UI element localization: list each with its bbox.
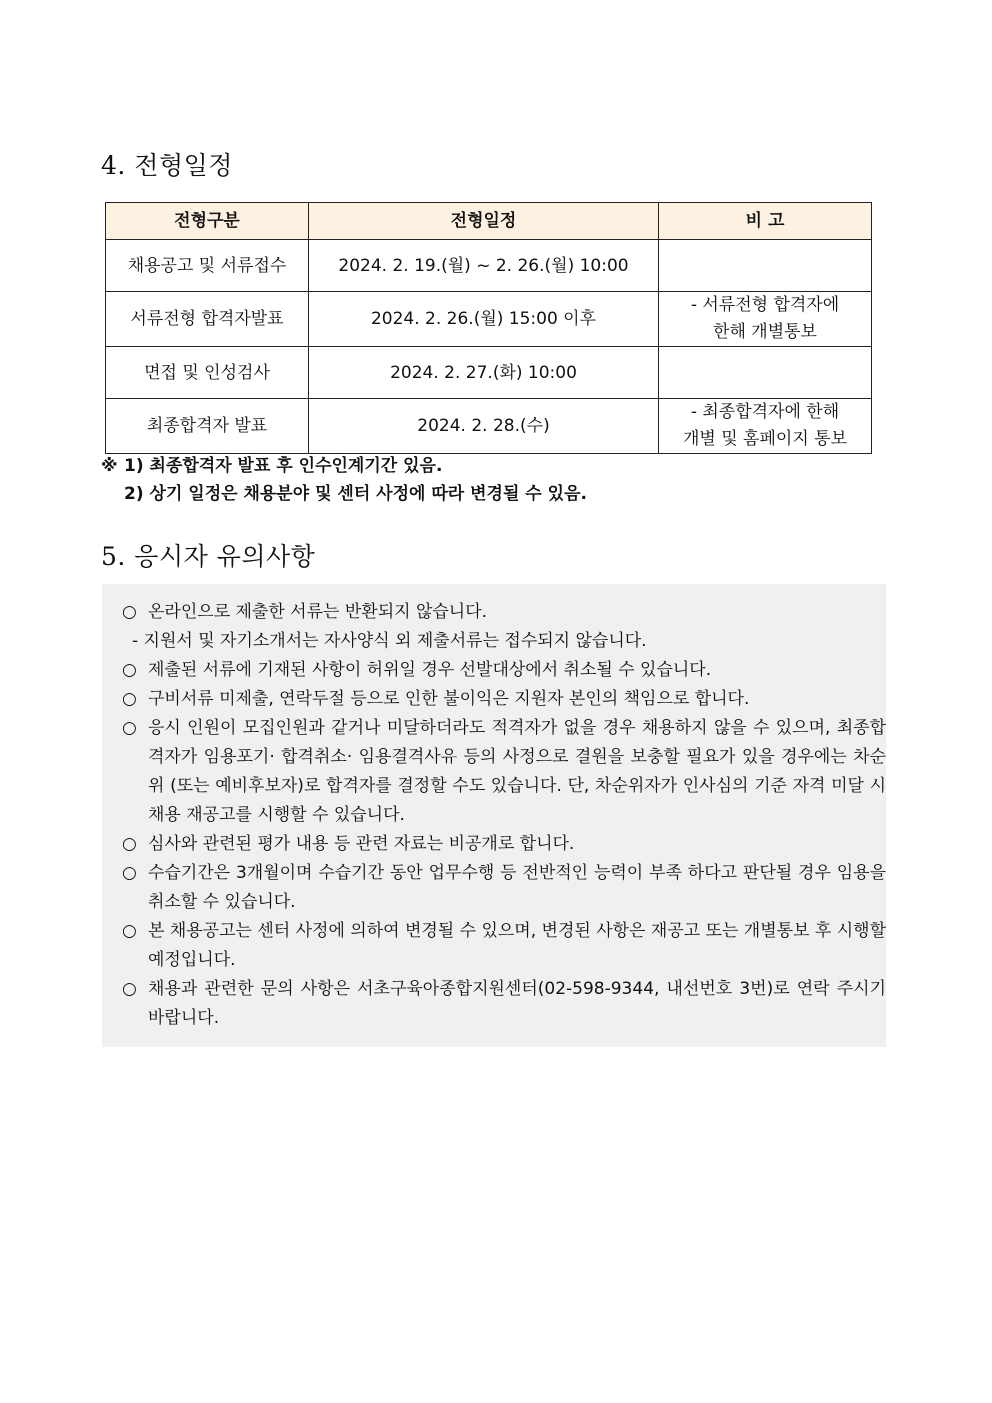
item-text: 온라인으로 제출한 서류는 반환되지 않습니다. — [148, 602, 488, 622]
cell-date: 2024. 2. 28.(수) — [309, 399, 659, 454]
cell-remark — [659, 347, 872, 399]
schedule-table — [105, 202, 872, 454]
notice-box — [102, 584, 886, 1047]
table-header-row — [106, 203, 872, 240]
item-text: 응시 인원이 모집인원과 같거나 미달하더라도 적격자가 없을 경우 채용하지 않을 수 있으며, 최종합격자가 임용포기· 합격취소· 임용결격사유 등의 사정으로 결원을 보충할 필요가 있을 경우에는 차순위 (또는 예비후보자)로 합격자를 결정할 수도 있습니다. 단, 차순위자가 인사심의 기준 자격 미달 시 채용 재공고를 시행할 수 있습니다. — [148, 718, 886, 825]
note-line — [101, 480, 587, 508]
list-item — [122, 917, 886, 975]
cell-stage: 채용공고 및 서류접수 — [106, 240, 309, 292]
header-remark: 비 고 — [659, 203, 872, 240]
table-row — [106, 399, 872, 454]
list-item — [122, 656, 886, 685]
circle-bullet-icon: ○ — [122, 979, 137, 999]
header-schedule: 전형일정 — [309, 203, 659, 240]
cell-stage: 면접 및 인성검사 — [106, 347, 309, 399]
item-text: 제출된 서류에 기재된 사항이 허위일 경우 선발대상에서 취소될 수 있습니다. — [148, 660, 712, 680]
remark-line: - 최종합격자에 한해 — [690, 402, 840, 422]
list-item — [122, 859, 886, 917]
circle-bullet-icon: ○ — [122, 863, 137, 883]
cell-date: 2024. 2. 19.(월) ~ 2. 26.(월) 10:00 — [309, 240, 659, 292]
circle-bullet-icon: ○ — [122, 921, 137, 941]
circle-bullet-icon: ○ — [122, 689, 137, 709]
circle-bullet-icon: ○ — [122, 660, 137, 680]
remark-line: 한해 개별통보 — [713, 322, 817, 342]
cell-remark — [659, 292, 872, 347]
note-text: 1) 최종합격자 발표 후 인수인계기간 있음. — [124, 456, 443, 476]
list-item — [122, 830, 886, 859]
circle-bullet-icon: ○ — [122, 602, 137, 622]
table-row — [106, 347, 872, 399]
item-text: 심사와 관련된 평가 내용 등 관련 자료는 비공개로 합니다. — [148, 834, 575, 854]
list-item — [122, 685, 886, 714]
list-item — [122, 714, 886, 830]
circle-bullet-icon: ○ — [122, 834, 137, 854]
item-text: 채용과 관련한 문의 사항은 서초구육아종합지원센터(02-598-9344, 내선번호 3번)로 연락 주시기 바랍니다. — [148, 979, 886, 1028]
schedule-notes — [101, 452, 587, 508]
section-5-title: 5. 응시자 유의사항 — [101, 542, 316, 571]
item-text: 본 채용공고는 센터 사정에 의하여 변경될 수 있으며, 변경된 사항은 재공고 또는 개별통보 후 시행할 예정입니다. — [148, 921, 886, 970]
table-row — [106, 240, 872, 292]
cell-date: 2024. 2. 26.(월) 15:00 이후 — [309, 292, 659, 347]
cell-remark — [659, 240, 872, 292]
remark-line: 개별 및 홈페이지 통보 — [682, 429, 847, 449]
note-line — [101, 452, 587, 480]
note-text: 2) 상기 일정은 채용분야 및 센터 사정에 따라 변경될 수 있음. — [124, 484, 587, 504]
section-4-title: 4. 전형일정 — [101, 151, 233, 180]
reference-mark: ※ — [101, 456, 118, 476]
circle-bullet-icon: ○ — [122, 718, 137, 738]
cell-stage: 서류전형 합격자발표 — [106, 292, 309, 347]
list-item — [122, 975, 886, 1033]
cell-date: 2024. 2. 27.(화) 10:00 — [309, 347, 659, 399]
header-stage: 전형구분 — [106, 203, 309, 240]
item-text: 수습기간은 3개월이며 수습기간 동안 업무수행 등 전반적인 능력이 부족 하다고 판단될 경우 임용을 취소할 수 있습니다. — [148, 863, 886, 912]
remark-line: - 서류전형 합격자에 — [690, 295, 840, 315]
sub-item-text: - 지원서 및 자기소개서는 자사양식 외 제출서류는 접수되지 않습니다. — [132, 631, 647, 651]
list-item — [122, 598, 886, 627]
cell-remark — [659, 399, 872, 454]
item-text: 구비서류 미제출, 연락두절 등으로 인한 불이익은 지원자 본인의 책임으로 합니다. — [148, 689, 750, 709]
table-row — [106, 292, 872, 347]
cell-stage: 최종합격자 발표 — [106, 399, 309, 454]
